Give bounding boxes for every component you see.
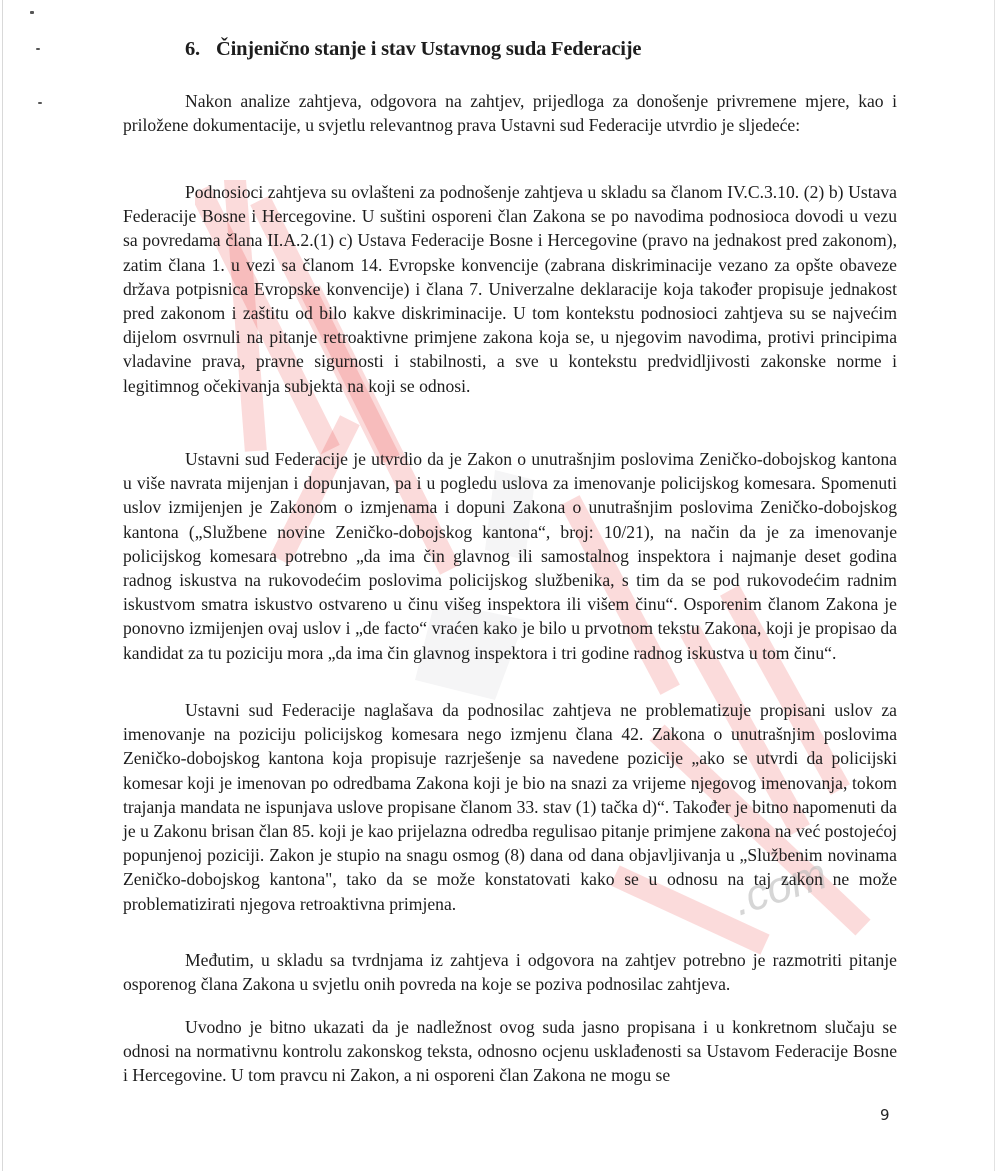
page-edge-right <box>994 0 995 1171</box>
paragraph-court-emphasis: Ustavni sud Federacije naglašava da podnosilac zahtjeva ne problematizuje propisani uslov za imenovanje na poziciju policijskog komesara nego izmjenu člana 42. Zakona o unutrašnjim poslovima Zeničko-dobojskog kantona koja propisuje razrješenje sa navedene pozicije „ako se utvrdi da policijski komesar koji je imenovan po odredbama Zakona koji je bio na snazi za vrijeme njegovog imenovanja, tokom trajanja mandata ne ispunjava uslove propisane članom 33. stav (1) tačka d)“. Također je bitno napomenuti da je u Zakonu brisan član 85. koji je kao prijelazna odredba regulisao pitanje primjene zakona na već postojećoj popunjenoj poziciji. Zakon je stupio na snagu osmog (8) dana od dana objavljivanja u „Službenim novinama Zeničko-dobojskog kantona", tako da se može konstatovati kako se u odnosu na taj zakon ne može problematizirati njegova retroaktivna primjena. <box>123 700 897 914</box>
paragraph-however: Međutim, u skladu sa tvrdnjama iz zahtjeva i odgovora na zahtjev potrebno je razmotriti pitanje osporenog člana Zakona u svjetlu onih povreda na koje se poziva podnosilac zahtjeva. <box>123 950 897 995</box>
svg-text:.com: .com <box>727 849 833 926</box>
scan-speck <box>30 11 34 14</box>
page-number: 9 <box>880 1106 890 1124</box>
section-heading <box>185 34 897 64</box>
paragraph-jurisdiction: Uvodno je bitno ukazati da je nadležnost ovog suda jasno propisana i u konkretnom slučaju se odnosi na normativnu kontrolu zakonskog teksta, odnosno ocjenu usklađenosti sa Ustavom Federacije Bosne i Hercegovine. U tom pravcu ni Zakon, a ni osporeni član Zakona ne mogu se <box>123 1017 897 1086</box>
scan-speck <box>38 102 42 104</box>
page-edge-left <box>2 0 3 1171</box>
section-title-text: Činjenično stanje i stav Ustavnog suda Federacije <box>216 38 642 60</box>
paragraph-applicants: Podnosioci zahtjeva su ovlašteni za podnošenje zahtjeva u skladu sa članom IV.C.3.10. (2) b) Ustava Federacije Bosne i Hercegovine. U suštini osporeni član Zakona se po navodima podnosioca dovodi u vezu sa povredama člana II.A.2.(1) c) Ustava Federacije Bosne i Hercegovine (pravo na jednakost pred zakonom), zatim člana 1. u vezi sa članom 14. Evropske konvencije (zabrana diskriminacije vezano za opšte obaveze država potpisnica Evropske konvencije) i člana 7. Univerzalne deklaracije koja također propisuje jednakost pred zakonom i zaštitu od bilo kakve diskriminacije. U tom kontekstu podnosioci zahtjeva su se najvećim dijelom osvrnuli na pitanje retroaktivne primjene zakona koja se, u njegovim navodima, protivi principima vladavine prava, pravne sigurnosti i stabilnosti, a sve u kontekstu predvidljivosti zakonske norme i legitimnog očekivanja subjekta na koji se odnosi. <box>123 182 897 396</box>
paragraph-intro: Nakon analize zahtjeva, odgovora na zahtjev, prijedloga za donošenje privremene mjere, kao i priložene dokumentacije, u svjetlu relevantnog prava Ustavni sud Federacije utvrdio je sljedeće: <box>123 91 897 136</box>
section-number: 6. <box>185 38 200 60</box>
scan-speck <box>36 48 40 50</box>
paragraph-law-amendments: Ustavni sud Federacije je utvrdio da je Zakon o unutrašnjim poslovima Zeničko-dobojskog kantona u više navrata mijenjan i dopunjavan, pa i u pogledu uslova za imenovanje policijskog komesara. Spomenuti uslov izmijenjen je Zakonom o izmjenama i dopuni Zakona o unutrašnjim poslovima Zeničko-dobojskog kantona („Službene novine Zeničko-dobojskog kantona“, broj: 10/21), na način da je za imenovanje policijskog komesara potrebno „da ima čin glavnog ili samostalnog inspektora i najmanje deset godina radnog iskustva na rukovodećim poslovima policijskog službenika, s tim da se pod rukovodećim radnim iskustvom smatra iskustvo ostvareno u činu višeg inspektora ili višem činu“. Osporenim članom Zakona je ponovno izmijenjen ovaj uslov i „de facto“ vraćen kako je bilo u prvotnom tekstu Zakona, koji je propisao da kandidat za tu poziciju mora „da ima čin glavnog inspektora i tri godine radnog iskustva u tom činu“. <box>123 449 897 663</box>
